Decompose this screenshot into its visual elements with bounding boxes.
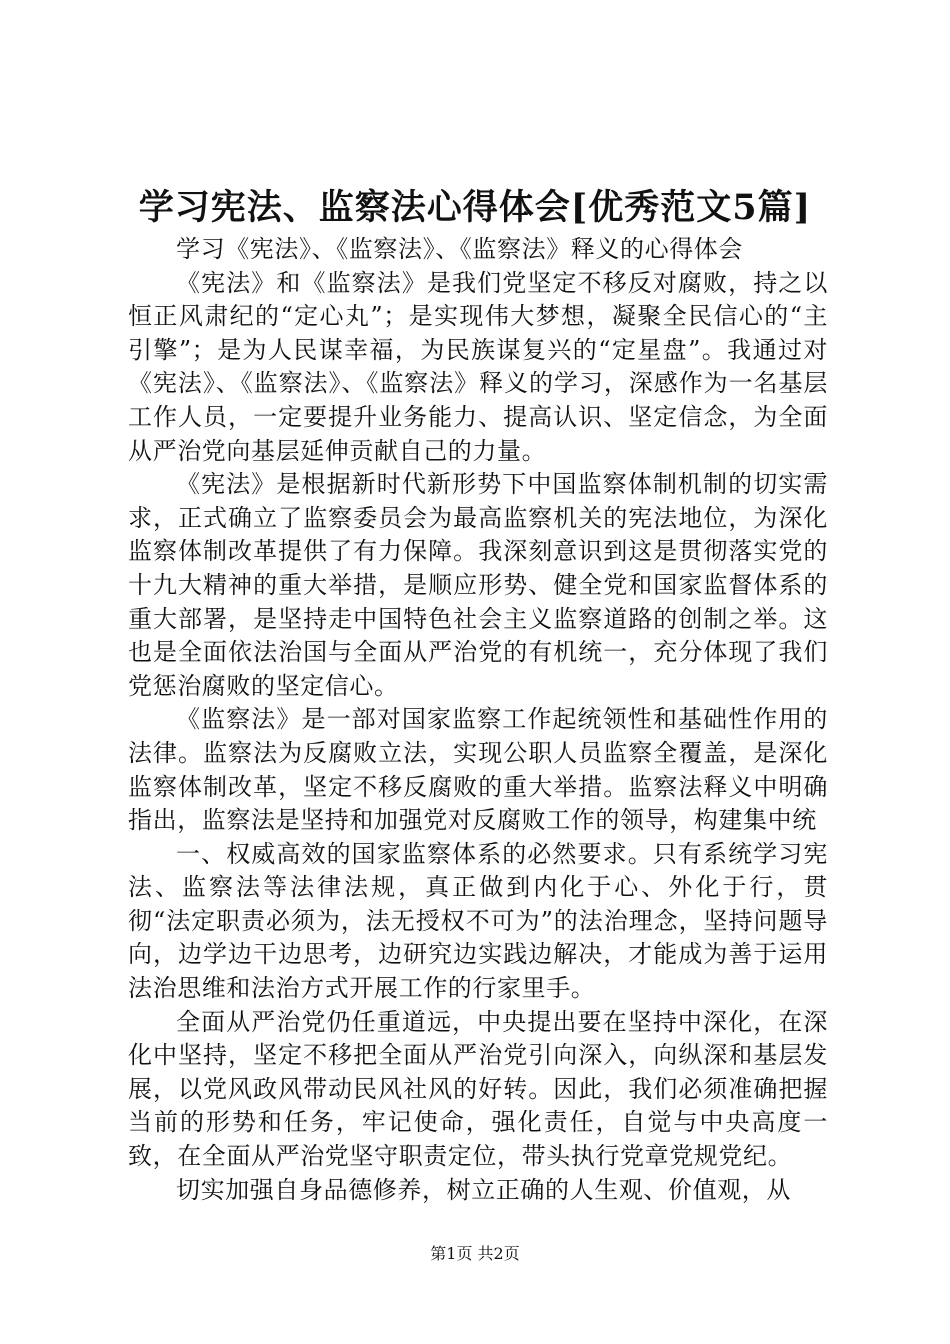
document-title: 学习宪法、监察法心得体会[优秀范文5篇]	[138, 187, 812, 228]
document-subtitle: 学习《宪法》、《监察法》、《监察法》释义的心得体会	[176, 235, 743, 263]
page-number-footer: 第1页 共2页	[430, 1244, 520, 1263]
paragraph-2: 《宪法》是根据新时代新形势下中国监察体制机制的切实需求，正式确立了监察委员会为最高监察机关的宪法地位，为深化监察体制改革提供了有力保障。我深刻意识到这是贯彻落实党的十九大精神的重大举措，是顺应形势、健全党和国家监督体系的重大部署，是坚持走中国特色社会主义监察道路的创制之举。这也是全面依法治国与全面从严治党的有机统一，充分体现了我们党惩治腐败的坚定信心。	[128, 470, 828, 700]
paragraph-3: 《监察法》是一部对国家监察工作起统领性和基础性作用的法律。监察法为反腐败立法，实现公职人员监察全覆盖，是深化监察体制改革，坚定不移反腐败的重大举措。监察法释义中明确指出，监察法是坚持和加强党对反腐败工作的领导，构建集中统	[128, 705, 828, 835]
paragraph-4: 一、权威高效的国家监察体系的必然要求。只有系统学习宪法、监察法等法律法规，真正做到内化于心、外化于行，贯彻“法定职责必须为，法无授权不可为”的法治理念，坚持问题导向，边学边干边思考，边研究边实践边解决，才能成为善于运用法治思维和法治方式开展工作的行家里手。	[128, 839, 828, 1003]
document-body	[128, 233, 828, 1207]
paragraph-1: 《宪法》和《监察法》是我们党坚定不移反对腐败，持之以恒正风肃纪的“定心丸”；是实现伟大梦想，凝聚全民信心的“主引擎”；是为人民谋幸福，为民族谋复兴的“定星盘”。我通过对《宪法》、《监察法》、《监察法》释义的学习，深感作为一名基层工作人员，一定要提升业务能力、提高认识、坚定信念，为全面从严治党向基层延伸贡献自己的力量。	[128, 268, 828, 465]
paragraph-6: 切实加强自身品德修养，树立正确的人生观、价值观，从	[176, 1175, 791, 1204]
paragraph-5: 全面从严治党仍任重道远，中央提出要在坚持中深化，在深化中坚持，坚定不移把全面从严治党引向深入，向纵深和基层发展，以党风政风带动民风社风的好转。因此，我们必须准确把握当前的形势和任务，牢记使命，强化责任，自觉与中央高度一致，在全面从严治党坚守职责定位，带头执行党章党规党纪。	[128, 1007, 828, 1171]
